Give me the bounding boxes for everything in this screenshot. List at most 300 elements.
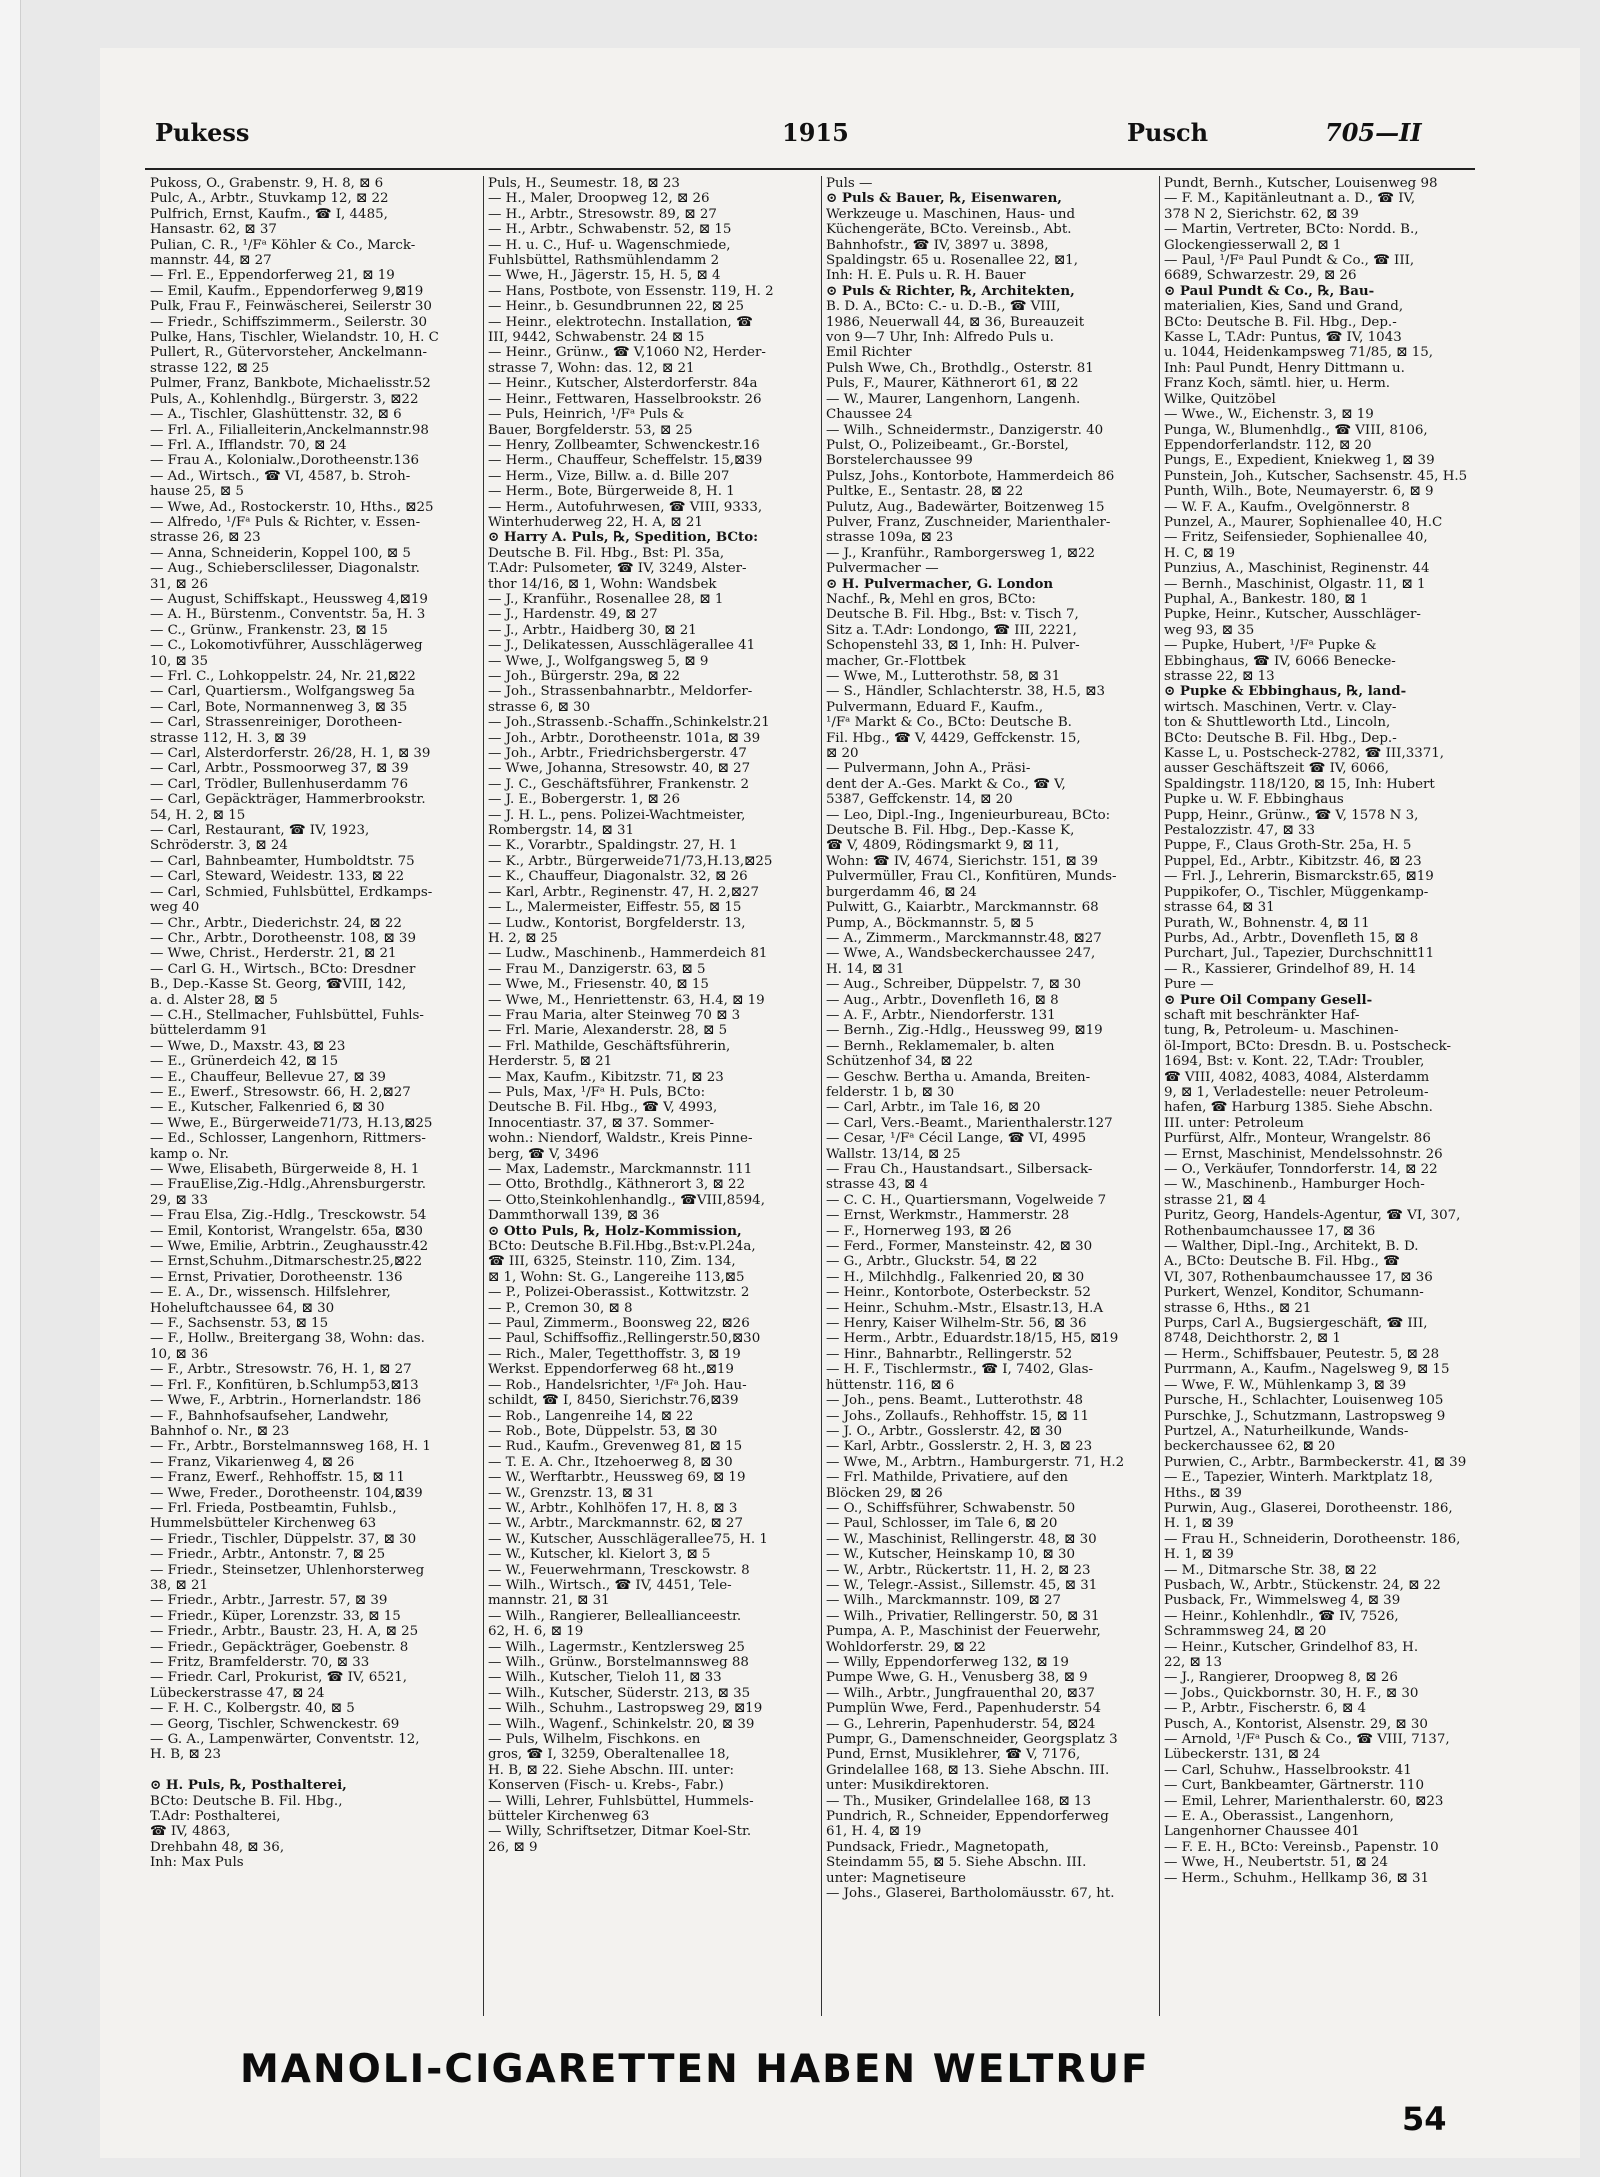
directory-entry-line: Sitz a. T.Adr: Londongo, ☎ III, 2221, [826,622,1077,638]
directory-entry-line: ☎ VIII, 4082, 4083, 4084, Alsterdamm [1164,1069,1430,1085]
directory-entry-line: Puppe, F., Claus Groth-Str. 25a, H. 5 [1164,838,1412,854]
directory-entry-line: Bauer, Borgfelderstr. 53, ⊠ 25 [488,422,693,438]
directory-entry-line: — E., Kutscher, Falkenried 6, ⊠ 30 [150,1100,385,1116]
directory-entry-line: Pundsack, Friedr., Magnetopath, [826,1839,1050,1855]
directory-entry-line: — Carl, Arbtr., Possmoorweg 37, ⊠ 39 [150,761,409,777]
directory-entry-line: — Aug., Schreiber, Düppelstr. 7, ⊠ 30 [826,977,1082,993]
directory-entry-line: — P., Cremon 30, ⊠ 8 [488,1300,633,1316]
directory-entry-line: strasse 7, Wohn: das. 12, ⊠ 21 [488,360,695,376]
directory-entry-line: — J., Delikatessen, Ausschlägerallee 41 [488,638,756,654]
directory-entry-line: — W., Maschinenb., Hamburger Hoch- [1164,1177,1425,1193]
directory-entry-line: — F., Bahnhofsaufseher, Landwehr, [150,1408,389,1424]
directory-entry-line: ¹/Fᵃ Markt & Co., BCto: Deutsche B. [826,715,1072,731]
directory-entry-line: 1694, Bst: v. Kont. 22, T.Adr: Troubler, [1164,1054,1425,1070]
directory-entry-line: — Otto, Brothdlg., Käthnerort 3, ⊠ 22 [488,1177,746,1193]
directory-entry-line: — Ernst, Privatier, Dorotheenstr. 136 [150,1269,403,1285]
directory-entry-line: 31, ⊠ 26 [150,576,209,592]
directory-entry-line: — P., Arbtr., Fischerstr. 6, ⊠ 4 [1164,1701,1367,1717]
directory-entry-line: 1986, Neuerwall 44, ⊠ 36, Bureauzeit [826,314,1085,330]
directory-entry-line: — C.H., Stellmacher, Fuhlsbüttel, Fuhls- [150,1007,424,1023]
directory-entry-line: — Wilh., Marckmannstr. 109, ⊠ 27 [826,1593,1062,1609]
directory-entry-line: hause 25, ⊠ 5 [150,484,244,500]
directory-entry-line: — Fr., Arbtr., Borstelmannsweg 168, H. 1 [150,1439,431,1455]
column-divider [483,176,484,2016]
directory-entry-line: ☎ IV, 4863, [150,1824,231,1840]
directory-entry-line: Pursche, H., Schlachter, Louisenweg 105 [1164,1393,1444,1409]
directory-entry-line: Blöcken 29, ⊠ 26 [826,1485,943,1501]
directory-entry-line: Bahnhof o. Nr., ⊠ 23 [150,1423,290,1439]
directory-entry-line: — A., Tischler, Glashüttenstr. 32, ⊠ 6 [150,407,402,423]
directory-entry-line: — Carl, Arbtr., im Tale 16, ⊠ 20 [826,1100,1041,1116]
directory-entry-line: — Friedr., Steinsetzer, Uhlenhorsterweg [150,1562,425,1578]
directory-entry-line: — Ludw., Kontorist, Borgfelderstr. 13, [488,915,746,931]
directory-entry-line: Schopenstehl 33, ⊠ 1, Inh: H. Pulver- [826,638,1080,654]
directory-entry-line: Purrmann, A., Kaufm., Nagelsweg 9, ⊠ 15 [1164,1362,1450,1378]
directory-entry-line: — Hinr., Bahnarbtr., Rellingerstr. 52 [826,1346,1073,1362]
directory-entry-line: strasse 22, ⊠ 13 [1164,669,1275,684]
directory-entry-line: a. d. Alster 28, ⊠ 5 [150,992,278,1008]
directory-entry-line: — Herm., Autofuhrwesen, ☎ VIII, 9333, [488,499,763,515]
directory-entry-line: — W., Maschinist, Rellingerstr. 48, ⊠ 30 [826,1531,1097,1547]
directory-entry-line: — Wwe, Christ., Herderstr. 21, ⊠ 21 [150,946,397,962]
directory-entry-line: strasse 43, ⊠ 4 [826,1177,929,1193]
directory-entry-line: — Ernst,Schuhm.,Ditmarschestr.25,⊠22 [150,1254,423,1270]
directory-entry-line: Rothenbaumchaussee 17, ⊠ 36 [1164,1223,1376,1239]
directory-entry-line: Pumpr, G., Damenschneider, Georgsplatz 3 [826,1732,1118,1748]
directory-entry-line: Pulian, C. R., ¹/Fᵃ Köhler & Co., Marck- [150,237,416,253]
directory-entry-line: Deutsche B. Fil. Hbg., ☎ V, 4993, [488,1100,718,1116]
directory-entry-line: — Wwe, M., Arbtrn., Hamburgerstr. 71, H.2 [826,1454,1125,1470]
directory-entry-line: — G., Arbtr., Gluckstr. 54, ⊠ 22 [826,1254,1038,1270]
directory-entry-line: — Heinr., Fettwaren, Hasselbrookstr. 26 [488,391,762,407]
directory-entry-line: 54, H. 2, ⊠ 15 [150,807,246,823]
directory-entry-line: — Bernh., Zig.-Hdlg., Heussweg 99, ⊠19 [826,1023,1103,1039]
directory-entry-line: — K., Vorarbtr., Spaldingstr. 27, H. 1 [488,838,738,854]
directory-entry-line: Puritz, Georg, Handels-Agentur, ☎ VI, 307, [1164,1208,1461,1224]
directory-entry-line: Winterhuderweg 22, H. A, ⊠ 21 [488,514,703,530]
directory-entry-line: — Carl, Gepäckträger, Hammerbrookstr. [150,792,426,808]
directory-entry-line: VI, 307, Rothenbaumchaussee 17, ⊠ 36 [1164,1269,1433,1285]
directory-entry-line: — Paul, Schiffsoffiz.,Rellingerstr.50,⊠30 [488,1331,761,1347]
directory-entry-line: — Pupke, Hubert, ¹/Fᵃ Pupke & [1164,638,1377,654]
directory-entry-line: — Wwe, F., Arbtrin., Hornerlandstr. 186 [150,1393,422,1409]
directory-entry-line: — F. E. H., BCto: Vereinsb., Papenstr. 10 [1164,1839,1439,1855]
directory-entry-line: u. 1044, Heidenkampsweg 71/85, ⊠ 15, [1164,345,1434,361]
directory-entry-line: — Joh., Arbtr., Friedrichsbergerstr. 47 [488,746,747,762]
directory-entry-line: — Herm., Arbtr., Eduardstr.18/15, H5, ⊠19 [826,1331,1119,1347]
directory-entry-line: Purath, W., Bohnenstr. 4, ⊠ 11 [1164,915,1370,931]
directory-entry-line: BCto: Deutsche B.Fil.Hbg.,Bst:v.Pl.24a, [488,1239,756,1255]
directory-entry-line: Emil Richter [826,345,912,361]
directory-entry-line: — Alfredo, ¹/Fᵃ Puls & Richter, v. Essen- [150,514,421,530]
directory-entry-line: — S., Händler, Schlachterstr. 38, H.5, ⊠3 [826,684,1105,700]
header-right-word: Pusch [1127,118,1209,147]
directory-entry-line: H. 2, ⊠ 25 [488,930,558,946]
directory-entry-line: macher, Gr.-Flottbek [826,653,966,669]
directory-entry-line: — H., Arbtr., Stresowstr. 89, ⊠ 27 [488,206,717,222]
directory-entry-line: — J., Kranführ., Rosenallee 28, ⊠ 1 [488,591,724,607]
directory-entry-line: — Carl, Restaurant, ☎ IV, 1923, [150,823,370,839]
directory-entry-line: Pupke, Heinr., Kutscher, Ausschläger- [1164,607,1421,623]
directory-entry-line: — Joh., Strassenbahnarbtr., Meldorfer- [488,684,753,700]
directory-entry-line: — Puls, Max, ¹/Fᵃ H. Puls, BCto: [488,1084,706,1100]
directory-entry-line: — Franz, Vikarienweg 4, ⊠ 26 [150,1454,355,1470]
directory-entry-line: — Frl. Marie, Alexanderstr. 28, ⊠ 5 [488,1023,728,1039]
directory-entry-line: — Max, Lademstr., Marckmannstr. 111 [488,1162,753,1177]
directory-entry-line: Hummelsbütteler Kirchenweg 63 [150,1516,377,1532]
directory-entry-line: — F., Hollw., Breitergang 38, Wohn: das. [150,1331,425,1347]
directory-entry-line: — Ed., Schlosser, Langenhorn, Rittmers- [150,1131,426,1147]
directory-entry-line: — Wilh., Schneidermstr., Danzigerstr. 40 [826,422,1104,438]
directory-entry-line: — Wwe., W., Eichenstr. 3, ⊠ 19 [1164,407,1374,423]
directory-entry-line: — Wwe, Johanna, Stresowstr. 40, ⊠ 27 [488,761,751,777]
directory-entry-line: Pultke, E., Sentastr. 28, ⊠ 22 [826,484,1024,500]
directory-entry-line: — Cesar, ¹/Fᵃ Cécil Lange, ☎ VI, 4995 [826,1131,1087,1147]
directory-entry-line: — Carl, Schuhw., Hasselbrookstr. 41 [1164,1762,1412,1778]
directory-entry-line: — Friedr., Arbtr., Antonstr. 7, ⊠ 25 [150,1547,386,1563]
directory-entry-line: III, 9442, Schwabenstr. 24 ⊠ 15 [488,330,705,346]
directory-entry-line: — Wwe, M., Henriettenstr. 63, H.4, ⊠ 19 [488,992,765,1008]
directory-entry-line: — Paul, ¹/Fᵃ Paul Pundt & Co., ☎ III, [1164,253,1415,269]
directory-entry-line: — Wwe, M., Lutterothstr. 58, ⊠ 31 [826,669,1061,684]
directory-entry-line: — Henry, Zollbeamter, Schwenckestr.16 [488,437,760,453]
directory-entry-line: Wilke, Quitzöbel [1164,391,1276,407]
directory-entry-line: — W., Feuerwehrmann, Tresckowstr. 8 [488,1562,750,1578]
directory-entry-line: Pumpe Wwe, G. H., Venusberg 38, ⊠ 9 [826,1670,1088,1686]
column-4 [1164,176,1479,2016]
directory-entry-line: — Anna, Schneiderin, Koppel 100, ⊠ 5 [150,545,411,561]
directory-entry-line: 38, ⊠ 21 [150,1577,209,1593]
directory-entry-line: Punzius, A., Maschinist, Reginenstr. 44 [1164,561,1430,577]
directory-entry-line: — A. H., Bürstenm., Conventstr. 5a, H. 3 [150,607,426,623]
directory-entry-line: ⊙ Pure Oil Company Gesell- [1164,992,1373,1008]
directory-entry-line: — Geschw. Bertha u. Amanda, Breiten- [826,1069,1091,1085]
directory-entry-line: — Frl. A., Filialleiterin,Anckelmannstr.98 [150,422,429,438]
directory-entry-line: Nachf., ℞, Mehl en gros, BCto: [826,591,1036,607]
directory-entry-line: thor 14/16, ⊠ 1, Wohn: Wandsbek [488,576,717,592]
directory-entry-line: — W., Arbtr., Kohlhöfen 17, H. 8, ⊠ 3 [488,1500,738,1516]
directory-entry-line: weg 93, ⊠ 35 [1164,622,1255,638]
directory-entry-line: — W., Maurer, Langenhorn, Langenh. [826,391,1081,407]
directory-entry-line: Schrammsweg 24, ⊠ 20 [1164,1624,1327,1640]
directory-entry-line: Purbs, Ad., Arbtr., Dovenfleth 15, ⊠ 8 [1164,930,1419,946]
directory-entry-line: tung, ℞, Petroleum- u. Maschinen- [1164,1023,1399,1039]
directory-entry-line: — Wwe, Emilie, Arbtrin., Zeughausstr.42 [150,1239,429,1255]
directory-entry-line: — Frau Ch., Haustandsart., Silbersack- [826,1162,1093,1177]
directory-entry-line: öl-Import, BCto: Dresdn. B. u. Postscheck- [1164,1038,1452,1054]
directory-entry-line: Punzel, A., Maurer, Sophienallee 40, H.C [1164,514,1443,530]
directory-entry-line: — Martin, Vertreter, BCto: Nordd. B., [1164,222,1419,238]
directory-entry-line: 29, ⊠ 33 [150,1192,209,1208]
directory-entry-line: Pulvermüller, Frau Cl., Konfitüren, Munds- [826,869,1117,885]
directory-entry-line: Hths., ⊠ 39 [1164,1485,1242,1501]
directory-entry-line: Pusbach, W., Arbtr., Stückenstr. 24, ⊠ 22 [1164,1577,1441,1593]
directory-entry-line: Ebbinghaus, ☎ IV, 6066 Benecke- [1164,653,1396,669]
directory-entry-line: — Bernh., Maschinist, Olgastr. 11, ⊠ 1 [1164,576,1426,592]
directory-entry-line: von 9—7 Uhr, Inh: Alfredo Puls u. [826,330,1054,346]
directory-entry-line: Pumplün Wwe, Ferd., Papenhuderstr. 54 [826,1701,1101,1717]
directory-entry-line: — Frl. E., Eppendorferweg 21, ⊠ 19 [150,268,395,284]
directory-entry-line: — W. F. A., Kaufm., Ovelgönnerstr. 8 [1164,499,1410,515]
directory-entry-line: — H., Maler, Droopweg 12, ⊠ 26 [488,191,710,207]
directory-entry-line: Deutsche B. Fil. Hbg., Dep.-Kasse K, [826,823,1075,839]
directory-entry-line: — H. F., Tischlermstr., ☎ I, 7402, Glas- [826,1362,1093,1378]
directory-entry-line: berg, ☎ V, 3496 [488,1146,599,1162]
directory-entry-line: — Rob., Handelsrichter, ¹/Fᵃ Joh. Hau- [488,1377,747,1393]
directory-entry-line: — F., Hornerweg 193, ⊠ 26 [826,1223,1012,1239]
directory-entry-line: Pungs, E., Expedient, Kniekweg 1, ⊠ 39 [1164,453,1435,469]
directory-entry-line: H. 1, ⊠ 39 [1164,1547,1234,1563]
directory-entry-line: Schützenhof 34, ⊠ 22 [826,1054,973,1070]
directory-entry-line: — Max, Kaufm., Kibitzstr. 71, ⊠ 23 [488,1069,724,1085]
directory-entry-line: T.Adr: Pulsometer, ☎ IV, 3249, Alster- [488,561,747,577]
directory-entry-line: Lübeckerstrasse 47, ⊠ 24 [150,1685,325,1701]
directory-entry-line: H. 14, ⊠ 31 [826,961,905,977]
directory-entry-line: — Puls, Heinrich, ¹/Fᵃ Puls & [488,407,685,423]
directory-entry-line: — J. O., Arbtr., Gosslerstr. 42, ⊠ 30 [826,1423,1063,1439]
directory-entry-line: — Wilh., Arbtr., Jungfrauenthal 20, ⊠37 [826,1685,1095,1701]
directory-entry-line: — Carl, Quartiersm., Wolfgangsweg 5a [150,684,415,700]
directory-entry-line: Punth, Wilh., Bote, Neumayerstr. 6, ⊠ 9 [1164,484,1434,500]
directory-entry-line: Spaldingstr. 118/120, ⊠ 15, Inh: Hubert [1164,776,1435,792]
directory-entry-line: — M., Ditmarsche Str. 38, ⊠ 22 [1164,1562,1377,1578]
directory-entry-line: — Wwe, J., Wolfgangsweg 5, ⊠ 9 [488,653,709,669]
directory-entry-line: — J. E., Bobergerstr. 1, ⊠ 26 [488,792,680,808]
directory-entry-line: Fil. Hbg., ☎ V, 4429, Geffckenstr. 15, [826,730,1081,746]
directory-entry-line: büttelerdamm 91 [150,1023,268,1039]
column-1 [150,176,470,2016]
directory-entry-line: Innocentiastr. 37, ⊠ 37. Sommer- [488,1115,715,1131]
directory-entry-line: — Wwe, D., Maxstr. 43, ⊠ 23 [150,1038,346,1054]
directory-entry-line: — Wwe, E., Bürgerweide71/73, H.13,⊠25 [150,1115,433,1131]
directory-entry-line: Pump, A., Böckmannstr. 5, ⊠ 5 [826,915,1035,931]
directory-entry-line: — Paul, Zimmerm., Boonsweg 22, ⊠26 [488,1316,750,1332]
running-header [155,118,1455,158]
directory-entry-line: — Wilh., Lagermstr., Kentzlersweg 25 [488,1639,745,1655]
directory-entry-line: — Frau Elsa, Zig.-Hdlg., Tresckowstr. 54 [150,1208,427,1224]
directory-entry-line: Deutsche B. Fil. Hbg., Bst: v. Tisch 7, [826,607,1079,623]
directory-entry-line: Pulver, Franz, Zuschneider, Marienthaler- [826,514,1111,530]
directory-entry-line: Puphal, A., Bankestr. 180, ⊠ 1 [1164,591,1369,607]
directory-entry-line: — Bernh., Reklamemaler, b. alten [826,1038,1055,1054]
directory-entry-line: Steindamm 55, ⊠ 5. Siehe Abschn. III. [826,1855,1087,1871]
directory-entry-line [150,1763,470,1778]
directory-entry-line: — Wwe, Freder., Dorotheenstr. 104,⊠39 [150,1485,423,1501]
directory-entry-line: Pulke, Hans, Tischler, Wielandstr. 10, H. C [150,330,439,346]
directory-entry-line: — Frau H., Schneiderin, Dorotheenstr. 186, [1164,1531,1461,1547]
directory-entry-line: 61, H. 4, ⊠ 19 [826,1824,922,1840]
directory-entry-line: — Friedr., Tischler, Düppelstr. 37, ⊠ 30 [150,1531,417,1547]
directory-entry-line: — P., Polizei-Oberassist., Kottwitzstr. 2 [488,1285,750,1301]
directory-entry-line: Puls, A., Kohlenhdlg., Bürgerstr. 3, ⊠22 [150,391,419,407]
directory-entry-line: Pulk, Frau F., Feinwäscherei, Seilerstr 30 [150,299,432,315]
directory-entry-line: — H. u. C., Huf- u. Wagenschmiede, [488,237,731,253]
directory-entry-line: Herderstr. 5, ⊠ 21 [488,1054,613,1070]
directory-entry-line: — Emil, Kontorist, Wrangelstr. 65a, ⊠30 [150,1223,423,1239]
directory-entry-line: — Rud., Kaufm., Grevenweg 81, ⊠ 15 [488,1439,743,1455]
directory-entry-line: gros, ☎ I, 3259, Oberaltenallee 18, [488,1747,730,1763]
directory-entry-line: — Ernst, Werkmstr., Hammerstr. 28 [826,1208,1070,1224]
directory-entry-line: — Hans, Postbote, von Essenstr. 119, H. 2 [488,283,774,299]
directory-entry-line: strasse 64, ⊠ 31 [1164,900,1275,916]
directory-entry-line: ⊠ 1, Wohn: St. G., Langereihe 113,⊠5 [488,1269,745,1285]
column-3 [826,176,1146,2016]
directory-entry-line: — Willy, Schriftsetzer, Ditmar Koel-Str. [488,1824,752,1840]
directory-entry-line: Deutsche B. Fil. Hbg., Bst: Pl. 35a, [488,545,725,561]
directory-entry-line: — W., Kutscher, Heinskamp 10, ⊠ 30 [826,1547,1075,1563]
directory-entry-line: — Walther, Dipl.-Ing., Architekt, B. D. [1164,1239,1419,1255]
directory-entry-line: 5387, Geffckenstr. 14, ⊠ 20 [826,792,1013,808]
directory-entry-line: — Wilh., Schuhm., Lastropsweg 29, ⊠19 [488,1701,763,1717]
directory-entry-line: schaft mit beschränkter Haf- [1164,1007,1360,1023]
header-page-ref: 705—II [1325,118,1422,147]
directory-entry-line: — H., Arbtr., Schwabenstr. 52, ⊠ 15 [488,222,732,238]
directory-entry-line: — Carl, Bote, Normannenweg 3, ⊠ 35 [150,699,408,715]
directory-entry-line: dent der A.-Ges. Markt & Co., ☎ V, [826,776,1066,792]
directory-entry-line: H. C, ⊠ 19 [1164,545,1235,561]
directory-entry-line: — Heinr., Kohlenhdlr., ☎ IV, 7526, [1164,1608,1399,1624]
directory-entry-line: — F. H. C., Kolbergstr. 40, ⊠ 5 [150,1701,355,1717]
directory-entry-line: 10, ⊠ 35 [150,653,209,669]
directory-entry-line: — Ad., Wirtsch., ☎ VI, 4587, b. Stroh- [150,468,411,484]
directory-entry-line: Pulc, A., Arbtr., Stuvkamp 12, ⊠ 22 [150,191,389,207]
directory-entry-line: ⊙ Puls & Bauer, ℞, Eisenwaren, [826,191,1062,207]
left-page-edge [0,0,21,2177]
directory-entry-line: — Wwe, F. W., Mühlenkamp 3, ⊠ 39 [1164,1377,1407,1393]
directory-entry-line: — J., Kranführ., Ramborgersweg 1, ⊠22 [826,545,1096,561]
directory-entry-line: Pusback, Fr., Wimmelsweg 4, ⊠ 39 [1164,1593,1401,1609]
directory-entry-line: — A. F., Arbtr., Niendorferstr. 131 [826,1007,1056,1023]
directory-entry-line: strasse 122, ⊠ 25 [150,360,270,376]
directory-entry-line: — Joh., Bürgerstr. 29a, ⊠ 22 [488,669,680,684]
directory-entry-line: — Frl. C., Lohkoppelstr. 24, Nr. 21,⊠22 [150,669,416,684]
directory-entry-line: — Johs., Zollaufs., Rehhoffstr. 15, ⊠ 11 [826,1408,1090,1424]
header-left-word: Pukess [155,118,250,147]
directory-entry-line: Hoheluftchaussee 64, ⊠ 30 [150,1300,335,1316]
directory-entry-line: — Friedr., Gepäckträger, Goebenstr. 8 [150,1639,409,1655]
directory-entry-line: BCto: Deutsche B. Fil. Hbg., Dep.- [1164,314,1397,330]
directory-entry-line: — W., Kutscher, kl. Kielort 3, ⊠ 5 [488,1547,711,1563]
directory-entry-line: Eppendorferlandstr. 112, ⊠ 20 [1164,437,1372,453]
directory-entry-line: — Wwe, H., Jägerstr. 15, H. 5, ⊠ 4 [488,268,721,284]
directory-entry-line: — Heinr., elektrotechn. Installation, ☎ [488,314,753,330]
directory-entry-line: — Friedr., Arbtr., Baustr. 23, H. A, ⊠ 25 [150,1624,419,1640]
directory-entry-line: 10, ⊠ 36 [150,1346,209,1362]
directory-entry-line: Purkert, Wenzel, Konditor, Schumann- [1164,1285,1424,1301]
directory-entry-line: — Fritz, Seifensieder, Sophienallee 40, [1164,530,1428,546]
directory-entry-line: Langenhorner Chaussee 401 [1164,1824,1360,1840]
directory-entry-line: 62, H. 6, ⊠ 19 [488,1624,584,1640]
directory-entry-line: Pulutz, Aug., Badewärter, Boitzenweg 15 [826,499,1105,515]
directory-entry-line: Werkzeuge u. Maschinen, Haus- und [826,206,1076,222]
directory-entry-line: — Emil, Lehrer, Marienthalerstr. 60, ⊠23 [1164,1793,1444,1809]
directory-entry-line: Punstein, Joh., Kutscher, Sachsenstr. 45, H.5 [1164,468,1468,484]
directory-entry-line: — Frl. J., Lehrerin, Bismarckstr.65, ⊠19 [1164,869,1434,885]
directory-entry-line: — K., Chauffeur, Diagonalstr. 32, ⊠ 26 [488,869,748,885]
directory-entry-line: Hansastr. 62, ⊠ 37 [150,222,277,238]
directory-entry-line: — Wilh., Rangierer, Belleallianceestr. [488,1608,742,1624]
directory-entry-line: bütteler Kirchenweg 63 [488,1809,650,1825]
directory-entry-line: Franz Koch, sämtl. hier, u. Herm. [1164,376,1391,392]
directory-entry-line: Kasse L, T.Adr: Puntus, ☎ IV, 1043 [1164,330,1402,346]
directory-entry-line: Pure — [1164,977,1214,993]
directory-entry-line: Wohn: ☎ IV, 4674, Sierichstr. 151, ⊠ 39 [826,853,1099,869]
directory-entry-line: Inh: Max Puls [150,1855,244,1871]
directory-entry-line: A., BCto: Deutsche B. Fil. Hbg., ☎ [1164,1254,1400,1270]
directory-entry-line: — Herm., Chauffeur, Scheffelstr. 15,⊠39 [488,453,763,469]
directory-entry-line: — C., Grünw., Frankenstr. 23, ⊠ 15 [150,622,388,638]
directory-entry-line: Wohldorferstr. 29, ⊠ 22 [826,1639,986,1655]
directory-entry-line: — Herm., Schuhm., Hellkamp 36, ⊠ 31 [1164,1870,1429,1886]
column-2 [488,176,808,2016]
directory-entry-line: Puppel, Ed., Arbtr., Kibitzstr. 46, ⊠ 23 [1164,853,1422,869]
directory-entry-line: Werkst. Eppendorferweg 68 ht.,⊠19 [488,1362,734,1378]
directory-entry-line: wirtsch. Maschinen, Vertr. v. Clay- [1164,699,1397,715]
directory-entry-line: Pestalozzistr. 47, ⊠ 33 [1164,823,1316,839]
directory-entry-line: — Wwe, Ad., Rostockerstr. 10, Hths., ⊠25 [150,499,434,515]
directory-entry-line: — T. E. A. Chr., Itzehoerweg 8, ⊠ 30 [488,1454,733,1470]
directory-columns [145,176,1475,2016]
directory-entry-line: — F., Arbtr., Stresowstr. 76, H. 1, ⊠ 27 [150,1362,412,1378]
directory-entry-line: strasse 109a, ⊠ 23 [826,530,954,546]
directory-entry-line: Pupp, Heinr., Grünw., ☎ V, 1578 N 3, [1164,807,1419,823]
directory-entry-line: — Wwe, H., Neubertstr. 51, ⊠ 24 [1164,1855,1389,1871]
directory-entry-line: — Chr., Arbtr., Diederichstr. 24, ⊠ 22 [150,915,402,931]
directory-entry-line: Pukoss, O., Grabenstr. 9, H. 8, ⊠ 6 [150,176,384,191]
directory-entry-line: — Carl, Bahnbeamter, Humboldtstr. 75 [150,853,415,869]
directory-entry-line: kamp o. Nr. [150,1146,229,1162]
directory-entry-line: Fuhlsbüttel, Rathsmühlendamm 2 [488,253,720,269]
directory-entry-line: — Joh.,Strassenb.-Schaffn.,Schinkelstr.21 [488,715,770,731]
directory-entry-line: — FrauElise,Zig.-Hdlg.,Ahrensburgerstr. [150,1177,426,1193]
header-year: 1915 [782,118,849,147]
directory-entry-line: — Puls, Wilhelm, Fischkons. en [488,1732,701,1748]
directory-entry-line: beckerchaussee 62, ⊠ 20 [1164,1439,1336,1455]
directory-entry-line: Pulfrich, Ernst, Kaufm., ☎ I, 4485, [150,206,388,222]
directory-entry-line: — Heinr., Schuhm.-Mstr., Elsastr.13, H.A [826,1300,1104,1316]
directory-entry-line: — Carl, Schmied, Fuhlsbüttel, Erdkamps- [150,884,433,900]
directory-entry-line: — G. A., Lampenwärter, Conventstr. 12, [150,1732,420,1748]
directory-entry-line: — August, Schiffskapt., Heussweg 4,⊠19 [150,591,428,607]
directory-entry-line: B. D. A., BCto: C.- u. D.-B., ☎ VIII, [826,299,1061,315]
directory-entry-line: — J., Hardenstr. 49, ⊠ 27 [488,607,658,623]
directory-entry-line: — Curt, Bankbeamter, Gärtnerstr. 110 [1164,1778,1424,1794]
directory-entry-line: — Leo, Dipl.-Ing., Ingenieurbureau, BCto: [826,807,1111,823]
directory-entry-line: T.Adr: Posthalterei, [150,1809,281,1825]
directory-entry-line: — Rob., Langenreihe 14, ⊠ 22 [488,1408,694,1424]
directory-entry-line: Wallstr. 13/14, ⊠ 25 [826,1146,961,1162]
directory-entry-line: — Wilh., Privatier, Rellingerstr. 50, ⊠ 31 [826,1608,1100,1624]
directory-entry-line: — Arnold, ¹/Fᵃ Pusch & Co., ☎ VIII, 7137, [1164,1732,1450,1748]
directory-entry-line: — Emil, Kaufm., Eppendorferweg 9,⊠19 [150,283,424,299]
directory-entry-line: — Wwe, A., Wandsbeckerchaussee 247, [826,946,1096,962]
directory-entry-line: 8748, Deichthorstr. 2, ⊠ 1 [1164,1331,1341,1347]
directory-entry-line: — Rich., Maler, Tegetthoffstr. 3, ⊠ 19 [488,1346,741,1362]
directory-entry-line: Chaussee 24 [826,407,913,423]
directory-entry-line: Schröderstr. 3, ⊠ 24 [150,838,288,854]
directory-entry-line: — Friedr., Küper, Lorenzstr. 33, ⊠ 15 [150,1608,401,1624]
directory-entry-line: strasse 6, ⊠ 30 [488,699,591,715]
directory-entry-line: — Paul, Schlosser, im Tale 6, ⊠ 20 [826,1516,1058,1532]
directory-entry-line: 26, ⊠ 9 [488,1839,538,1855]
directory-entry-line: Rombergstr. 14, ⊠ 31 [488,823,635,839]
directory-entry-line: mannstr. 21, ⊠ 31 [488,1593,610,1609]
directory-entry-line: — Johs., Glaserei, Bartholomäusstr. 67, ht. [826,1886,1115,1902]
directory-entry-line: — E., Grünerdeich 42, ⊠ 15 [150,1054,339,1070]
directory-entry-line: Kasse L, u. Postscheck-2782, ☎ III,3371, [1164,746,1445,762]
directory-entry-line: — Frl. A., Ifflandstr. 70, ⊠ 24 [150,437,347,453]
directory-entry-line: Küchengeräte, BCto. Vereinsb., Abt. [826,222,1072,238]
